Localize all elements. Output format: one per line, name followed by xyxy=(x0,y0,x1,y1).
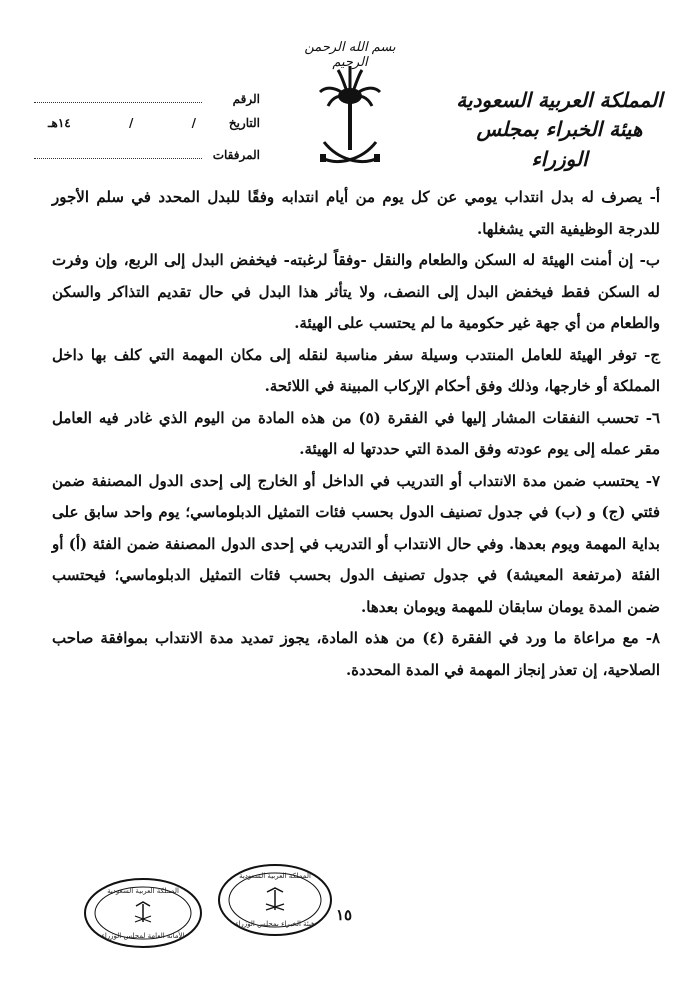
hijri-year-suffix: ١٤هـ xyxy=(48,116,71,130)
stamp-left-line-2: الأمانة العامة لمجلس الوزراء xyxy=(101,932,185,940)
government-letterhead xyxy=(447,86,672,174)
date-row xyxy=(30,116,260,144)
kingdom-name: المملكة العربية السعودية xyxy=(456,88,663,112)
stamp-right-line-1: المملكة العربية السعودية xyxy=(239,872,311,880)
number-label: الرقم xyxy=(232,92,260,106)
number-line xyxy=(34,88,202,103)
date-field xyxy=(30,116,202,130)
saudi-emblem-icon xyxy=(318,62,382,172)
reference-number-row xyxy=(30,88,260,116)
page-number: ١٥ xyxy=(336,906,353,924)
attachments-line xyxy=(34,144,202,159)
secretariat-seal-stamp xyxy=(82,876,204,950)
clause-a: أ- يصرف له بدل انتداب يومي عن كل يوم من أيام انتدابه وفقًا للبدل المحدد في سلم الأجور للدرجة الوظيفية التي يشغلها. xyxy=(52,188,660,238)
attachments-label: المرفقات xyxy=(212,148,260,162)
bismillah-calligraphy: بسم الله الرحمن الرحيم xyxy=(304,40,396,70)
body-name: هيئة الخبراء بمجلس الوزراء xyxy=(476,117,643,171)
attachments-row xyxy=(30,144,260,172)
document-body xyxy=(52,182,660,686)
stamp-left-line-1: المملكة العربية السعودية xyxy=(107,887,179,895)
stamp-right-line-2: هيئة الخبراء بمجلس الوزراء xyxy=(235,920,315,928)
date-separator: / xyxy=(128,116,134,130)
clause-8: ٨- مع مراعاة ما ورد في الفقرة (٤) من هذه المادة، يجوز تمديد مدة الانتداب بموافقة صاحب الصلاحية، إن تعذر إنجاز المهمة في المدة المحددة. xyxy=(52,629,660,679)
date-label: التاريخ xyxy=(228,116,260,130)
clause-b: ب- إن أمنت الهيئة له السكن والطعام والنقل -وفقاً لرغبته- فيخفض البدل إلى الربع، وإن وفرت له السكن فقط فيخفض البدل إلى النصف، ولا يتأثر هذا البدل في حال تقديم التذاكر والسكن والطعام من أي جهة غير حكومية ما لم يحتسب على الهيئة. xyxy=(52,251,660,332)
clause-7: ٧- يحتسب ضمن مدة الانتداب أو التدريب في الداخل أو الخارج إلى إحدى الدول المصنفة ضمن فئتي (ج) و (ب) في جدول تصنيف الدول بحسب فئات التمثيل الدبلوماسي؛ يوم واحد سابق على بداية المهمة ويوم بعدها. وفي حال الانتداب أو التدريب في إحدى الدول المصنفة ضمن الفئة (أ) أو الفئة (مرتفعة المعيشة) في جدول تصنيف الدول بحسب فئات التمثيل الدبلوماسي؛ فيحتسب ضمن المدة يومان سابقان للمهمة ويومان بعدها. xyxy=(52,471,660,616)
official-seal-stamp xyxy=(216,862,334,938)
clause-c: ج- توفر الهيئة للعامل المنتدب وسيلة سفر مناسبة لنقله إلى مكان المهمة التي كلف بها داخل المملكة أو خارجها، وذلك وفق أحكام الإركاب المبينة في اللائحة. xyxy=(52,345,660,395)
reference-block xyxy=(30,88,260,172)
clause-6: ٦- تحسب النفقات المشار إليها في الفقرة (٥) من هذه المادة من اليوم الذي غادر فيه العامل مقر عمله إلى يوم عودته وفق المدة التي حددتها له الهيئة. xyxy=(52,408,660,458)
date-separator: / xyxy=(191,116,196,130)
